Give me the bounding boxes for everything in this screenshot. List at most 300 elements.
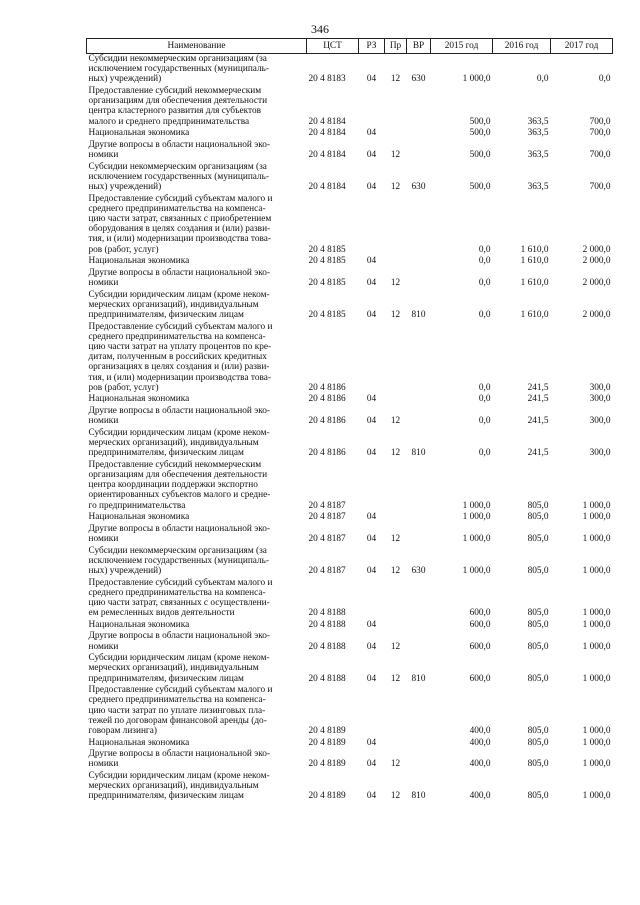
- cell-name-line: предпринимателям, физическим лицам: [88, 448, 244, 459]
- cell-name-line: цию части затрат, связанных с приобретением: [88, 214, 272, 224]
- cell-name-line: ориентированных субъектов малого и средне-: [88, 490, 271, 501]
- cell-2017: 2 000,0: [582, 310, 611, 320]
- cell-2017: 300,0: [589, 448, 611, 459]
- cell-cst: 20 4 8188: [308, 641, 346, 652]
- cell-2016: 1 610,0: [520, 244, 549, 255]
- cell-vr: [407, 268, 431, 290]
- table-row: [87, 256, 613, 268]
- cell-name-line: Субсидии юридическим лицам (кроме неком-: [88, 427, 270, 438]
- cell-name-line: ных) учреждений): [88, 74, 162, 85]
- cell-vr: [407, 685, 431, 737]
- column-header-2015: 2015 год: [431, 39, 493, 54]
- cell-pr: 12: [390, 641, 401, 652]
- cell-name-line: Национальная экономика: [88, 394, 190, 405]
- table-row: [87, 738, 613, 750]
- cell-vr: 630: [411, 566, 426, 576]
- table-row: [87, 162, 613, 194]
- table-row: [87, 631, 613, 653]
- cell-2015: 600,0: [469, 673, 491, 684]
- cell-name: [87, 546, 307, 578]
- cell-pr: [385, 256, 407, 268]
- cell-cst: 20 4 8186: [308, 382, 346, 393]
- cell-name: [87, 140, 307, 162]
- cell-2015: 400,0: [469, 726, 491, 736]
- cell-2017: 300,0: [589, 416, 611, 427]
- cell-name-line: цию части затрат на уплату процентов по кре-: [88, 342, 272, 352]
- cell-vr: [407, 620, 431, 632]
- cell-name-line: предпринимателям, физическим лицам: [88, 310, 244, 320]
- cell-name: [87, 256, 307, 268]
- cell-2017: 2 000,0: [582, 256, 611, 267]
- cell-pr: 12: [390, 534, 401, 544]
- cell-name-line: ров (работ, услуг): [88, 244, 159, 255]
- cell-cst: 20 4 8189: [308, 759, 346, 770]
- cell-name-line: Другие вопросы в области национальной эко-: [88, 749, 271, 760]
- budget-table: [86, 38, 613, 803]
- cell-name: [87, 685, 307, 737]
- cell-name-line: среднего предпринимательства на компенса-: [88, 203, 266, 214]
- column-header-vr: ВР: [407, 39, 431, 54]
- cell-rz: 04: [366, 310, 377, 320]
- cell-name-line: номики: [88, 278, 119, 288]
- cell-rz: 04: [366, 448, 377, 459]
- table-row: [87, 524, 613, 546]
- cell-2017: 700,0: [589, 182, 611, 192]
- cell-name-line: исключением государственных (муниципаль-: [88, 171, 269, 182]
- cell-name-line: Национальная экономика: [88, 512, 190, 523]
- cell-name: [87, 406, 307, 428]
- cell-2017: 700,0: [589, 116, 611, 127]
- cell-2015: 500,0: [469, 116, 491, 127]
- cell-name-line: тежей по договорам финансовой аренды (до-: [88, 715, 267, 726]
- cell-pr: 12: [390, 74, 401, 85]
- cell-2016: 805,0: [527, 566, 549, 576]
- cell-2016: 805,0: [527, 641, 549, 652]
- cell-rz: 04: [366, 128, 377, 139]
- cell-2017: 1 000,0: [582, 608, 611, 619]
- cell-2017: 1 000,0: [582, 500, 611, 511]
- cell-vr: [407, 140, 431, 162]
- cell-name-line: Другие вопросы в области национальной эко-: [88, 631, 271, 642]
- cell-name-line: среднего предпринимательства на компенса-: [88, 587, 266, 598]
- cell-pr: 12: [390, 448, 401, 459]
- cell-name-line: мерческих организаций), индивидуальным: [88, 663, 259, 674]
- cell-cst: 20 4 8184: [308, 182, 346, 192]
- cell-name-line: организациям для обеспечения деятельности: [88, 96, 268, 107]
- table-row: [87, 194, 613, 257]
- cell-cst: 20 4 8183: [308, 74, 346, 85]
- cell-pr: 12: [390, 791, 401, 802]
- table-row: [87, 394, 613, 406]
- cell-rz: 04: [366, 566, 377, 576]
- table-row: [87, 653, 613, 685]
- cell-name: [87, 194, 307, 257]
- cell-pr: 12: [390, 673, 401, 684]
- cell-cst: 20 4 8189: [308, 737, 346, 748]
- cell-vr: [407, 738, 431, 750]
- cell-vr: [407, 194, 431, 257]
- cell-cst: 20 4 8189: [308, 791, 346, 802]
- cell-2017: 1 000,0: [582, 641, 611, 652]
- cell-name-line: Предоставление субсидий некоммерческим: [88, 86, 262, 96]
- column-header-rz: РЗ: [359, 39, 385, 54]
- cell-pr: [385, 685, 407, 737]
- cell-cst: 20 4 8185: [308, 256, 346, 267]
- cell-name-line: Субсидии некоммерческим организациям (за: [88, 54, 267, 64]
- column-header-2017: 2017 год: [551, 39, 613, 54]
- cell-pr: 12: [390, 278, 401, 288]
- cell-name: [87, 653, 307, 685]
- cell-name: [87, 428, 307, 460]
- cell-name: [87, 512, 307, 524]
- cell-pr: [385, 322, 407, 395]
- cell-rz: 04: [366, 759, 377, 770]
- cell-rz: 04: [366, 737, 377, 748]
- cell-2015: 0,0: [478, 448, 491, 459]
- cell-name-line: среднего предпринимательства на компенса-: [88, 331, 266, 342]
- cell-2015: 500,0: [469, 182, 491, 192]
- cell-vr: [407, 406, 431, 428]
- cell-name: [87, 620, 307, 632]
- cell-cst: 20 4 8189: [308, 726, 346, 736]
- cell-vr: [407, 394, 431, 406]
- cell-cst: 20 4 8185: [308, 310, 346, 320]
- column-header-name: Наименование: [87, 39, 307, 54]
- cell-name-line: Другие вопросы в области национальной эко-: [88, 139, 271, 150]
- cell-name-line: цию части затрат, связанных с осуществлени-: [88, 598, 270, 608]
- cell-name-line: номики: [88, 416, 119, 427]
- cell-2016: 241,5: [527, 448, 549, 459]
- cell-pr: [385, 394, 407, 406]
- cell-name-line: Субсидии юридическим лицам (кроме неком-: [88, 770, 270, 781]
- cell-rz: 04: [366, 256, 377, 267]
- cell-name-line: исключением государственных (муниципаль-: [88, 555, 269, 566]
- cell-2015: 0,0: [478, 382, 491, 393]
- cell-rz: [359, 322, 385, 395]
- cell-rz: [359, 685, 385, 737]
- cell-name-line: организациях в целях создания и (или) разви-: [88, 362, 270, 373]
- cell-name-line: Предоставление субсидий субъектам малого и: [88, 685, 273, 696]
- cell-name-line: го предпринимательства: [88, 500, 186, 511]
- cell-2015: 0,0: [478, 278, 491, 288]
- cell-2015: 600,0: [469, 608, 491, 619]
- cell-2015: 600,0: [469, 619, 491, 630]
- cell-pr: [385, 620, 407, 632]
- cell-2016: 241,5: [527, 382, 549, 393]
- cell-2015: 0,0: [478, 310, 491, 320]
- cell-name-line: организациям для обеспечения деятельности: [88, 470, 268, 480]
- cell-2017: 1 000,0: [582, 512, 611, 523]
- cell-2015: 1 000,0: [462, 74, 491, 85]
- cell-vr: 810: [411, 448, 426, 459]
- cell-2015: 400,0: [469, 791, 491, 802]
- cell-name-line: мерческих организаций), индивидуальным: [88, 438, 259, 448]
- cell-name-line: Другие вопросы в области национальной эко-: [88, 267, 271, 278]
- cell-name: [87, 524, 307, 546]
- cell-pr: [385, 86, 407, 128]
- cell-name-line: предпринимателям, физическим лицам: [88, 673, 244, 684]
- cell-2016: 805,0: [527, 726, 549, 736]
- cell-2017: 1 000,0: [582, 759, 611, 770]
- cell-2015: 0,0: [478, 416, 491, 427]
- cell-name: [87, 128, 307, 140]
- cell-rz: [359, 578, 385, 620]
- cell-2016: 363,5: [527, 128, 549, 139]
- table-row: [87, 54, 613, 87]
- table-row: [87, 546, 613, 578]
- cell-name-line: Предоставление субсидий субъектам малого и: [88, 321, 273, 332]
- column-header-pr: Пр: [385, 39, 407, 54]
- cell-vr: 630: [411, 74, 426, 85]
- cell-cst: 20 4 8187: [308, 500, 346, 511]
- cell-name-line: номики: [88, 759, 119, 770]
- cell-2017: 1 000,0: [582, 791, 611, 802]
- cell-rz: 04: [366, 619, 377, 630]
- cell-rz: 04: [366, 641, 377, 652]
- cell-2017: 700,0: [589, 128, 611, 139]
- cell-2017: 1 000,0: [582, 737, 611, 748]
- cell-name-line: Субсидии некоммерческим организациям (за: [88, 161, 267, 172]
- cell-vr: 810: [411, 791, 426, 802]
- cell-cst: 20 4 8187: [308, 566, 346, 576]
- cell-vr: [407, 578, 431, 620]
- cell-2017: 700,0: [589, 150, 611, 160]
- table-row: [87, 578, 613, 620]
- cell-vr: [407, 524, 431, 546]
- table-row: [87, 406, 613, 428]
- cell-name-line: центра координации поддержки экспортно: [88, 480, 258, 491]
- cell-name-line: мерческих организаций), индивидуальным: [88, 781, 259, 792]
- cell-rz: 04: [366, 512, 377, 523]
- cell-name-line: ных) учреждений): [88, 182, 162, 192]
- cell-cst: 20 4 8184: [308, 150, 346, 160]
- cell-cst: 20 4 8184: [308, 116, 346, 127]
- cell-name-line: Национальная экономика: [88, 256, 190, 267]
- cell-2015: 0,0: [478, 244, 491, 255]
- cell-2015: 0,0: [478, 256, 491, 267]
- cell-name-line: Национальная экономика: [88, 737, 190, 748]
- cell-name-line: оборудования в целях создания и (или) разви-: [88, 224, 271, 235]
- column-header-cst: ЦСТ: [307, 39, 359, 54]
- cell-pr: 12: [390, 416, 401, 427]
- cell-name-line: мерческих организаций), индивидуальным: [88, 299, 259, 310]
- cell-name: [87, 460, 307, 512]
- cell-cst: 20 4 8186: [308, 416, 346, 427]
- cell-vr: 630: [411, 182, 426, 192]
- cell-pr: [385, 738, 407, 750]
- cell-2017: 0,0: [598, 74, 611, 85]
- cell-pr: 12: [390, 566, 401, 576]
- cell-vr: [407, 256, 431, 268]
- cell-vr: [407, 86, 431, 128]
- cell-pr: [385, 578, 407, 620]
- cell-name-line: предпринимателям, физическим лицам: [88, 791, 244, 802]
- table-row: [87, 771, 613, 803]
- table-row: [87, 512, 613, 524]
- cell-pr: 12: [390, 150, 401, 160]
- cell-name: [87, 54, 307, 87]
- cell-rz: 04: [366, 534, 377, 544]
- cell-2017: 300,0: [589, 394, 611, 405]
- cell-vr: [407, 460, 431, 512]
- cell-2016: 363,5: [527, 150, 549, 160]
- cell-2016: 805,0: [527, 759, 549, 770]
- cell-2016: 363,5: [527, 116, 549, 127]
- cell-2015: 1 000,0: [462, 500, 491, 511]
- cell-pr: [385, 460, 407, 512]
- cell-cst: 20 4 8184: [308, 128, 346, 139]
- cell-vr: [407, 631, 431, 653]
- cell-2015: 1 000,0: [462, 512, 491, 523]
- cell-2017: 1 000,0: [582, 619, 611, 630]
- cell-name: [87, 738, 307, 750]
- cell-name: [87, 749, 307, 771]
- cell-vr: [407, 749, 431, 771]
- cell-2016: 805,0: [527, 673, 549, 684]
- cell-2016: 805,0: [527, 512, 549, 523]
- cell-name-line: Субсидии юридическим лицам (кроме неком-: [88, 653, 270, 664]
- cell-2016: 805,0: [527, 500, 549, 511]
- cell-name: [87, 322, 307, 395]
- cell-pr: [385, 512, 407, 524]
- cell-pr: 12: [390, 759, 401, 770]
- cell-name-line: номики: [88, 150, 119, 160]
- table-row: [87, 685, 613, 737]
- table-row: [87, 620, 613, 632]
- cell-2015: 1 000,0: [462, 534, 491, 544]
- cell-2016: 363,5: [527, 182, 549, 192]
- table-header-row: [87, 39, 613, 54]
- cell-2016: 1 610,0: [520, 278, 549, 288]
- cell-name-line: ных) учреждений): [88, 566, 162, 576]
- cell-2016: 805,0: [527, 737, 549, 748]
- cell-name-line: среднего предпринимательства на компенса-: [88, 695, 266, 706]
- cell-name-line: дитам, полученным в российских кредитных: [88, 352, 267, 363]
- cell-2017: 1 000,0: [582, 726, 611, 736]
- table-row: [87, 86, 613, 128]
- cell-name-line: малого и среднего предпринимательства: [88, 116, 250, 127]
- cell-cst: 20 4 8186: [308, 448, 346, 459]
- cell-2016: 805,0: [527, 619, 549, 630]
- cell-rz: 04: [366, 673, 377, 684]
- table-body: [87, 54, 613, 803]
- cell-rz: 04: [366, 74, 377, 85]
- cell-vr: 810: [411, 673, 426, 684]
- cell-2015: 1 000,0: [462, 566, 491, 576]
- cell-rz: 04: [366, 182, 377, 192]
- cell-rz: 04: [366, 416, 377, 427]
- cell-name-line: Субсидии некоммерческим организациям (за: [88, 545, 267, 556]
- cell-2016: 805,0: [527, 791, 549, 802]
- cell-name-line: Национальная экономика: [88, 128, 190, 139]
- cell-2017: 2 000,0: [582, 278, 611, 288]
- cell-rz: 04: [366, 150, 377, 160]
- cell-name-line: центра кластерного развития для субъектов: [88, 106, 262, 117]
- page-number: 346: [311, 22, 329, 36]
- cell-name-line: номики: [88, 534, 119, 544]
- cell-2016: 241,5: [527, 394, 549, 405]
- cell-pr: 12: [390, 310, 401, 320]
- cell-pr: [385, 128, 407, 140]
- table-row: [87, 749, 613, 771]
- cell-2015: 400,0: [469, 737, 491, 748]
- cell-name: [87, 771, 307, 803]
- table-row: [87, 140, 613, 162]
- cell-2017: 1 000,0: [582, 534, 611, 544]
- cell-name-line: Предоставление субсидий субъектам малого и: [88, 577, 273, 588]
- cell-2016: 0,0: [536, 74, 549, 85]
- cell-2015: 600,0: [469, 641, 491, 652]
- cell-cst: 20 4 8188: [308, 673, 346, 684]
- cell-rz: 04: [366, 791, 377, 802]
- cell-2015: 500,0: [469, 128, 491, 139]
- table-row: [87, 290, 613, 322]
- cell-rz: [359, 86, 385, 128]
- cell-name-line: тия, и (или) модернизации производства това-: [88, 234, 271, 245]
- cell-2016: 1 610,0: [520, 256, 549, 267]
- cell-2016: 241,5: [527, 416, 549, 427]
- cell-name: [87, 631, 307, 653]
- cell-name-line: Другие вопросы в области национальной эко-: [88, 523, 271, 534]
- cell-name-line: Предоставление субсидий субъектам малого и: [88, 193, 273, 204]
- cell-2017: 1 000,0: [582, 566, 611, 576]
- cell-name-line: ем ремесленных видов деятельности: [88, 608, 235, 619]
- cell-name-line: Национальная экономика: [88, 619, 190, 630]
- cell-2017: 2 000,0: [582, 244, 611, 255]
- cell-name-line: тия, и (или) модернизации производства това-: [88, 372, 271, 383]
- cell-vr: [407, 322, 431, 395]
- cell-name: [87, 394, 307, 406]
- cell-2017: 1 000,0: [582, 673, 611, 684]
- table-row: [87, 128, 613, 140]
- cell-name-line: Предоставление субсидий некоммерческим: [88, 459, 262, 470]
- table-row: [87, 322, 613, 395]
- cell-name-line: номики: [88, 641, 119, 652]
- cell-2015: 0,0: [478, 394, 491, 405]
- cell-rz: 04: [366, 278, 377, 288]
- column-header-2016: 2016 год: [493, 39, 551, 54]
- table-row: [87, 268, 613, 290]
- cell-name-line: ров (работ, услуг): [88, 382, 159, 393]
- cell-cst: 20 4 8185: [308, 244, 346, 255]
- cell-name-line: цию части затрат по уплате лизинговых пла-: [88, 705, 266, 716]
- cell-name-line: Субсидии юридическим лицам (кроме неком-: [88, 289, 270, 300]
- cell-cst: 20 4 8187: [308, 512, 346, 523]
- cell-rz: [359, 460, 385, 512]
- cell-name-line: Другие вопросы в области национальной эко-: [88, 406, 271, 416]
- cell-2016: 805,0: [527, 608, 549, 619]
- cell-pr: [385, 194, 407, 257]
- cell-rz: 04: [366, 394, 377, 405]
- cell-name: [87, 578, 307, 620]
- table-row: [87, 428, 613, 460]
- cell-name: [87, 268, 307, 290]
- cell-2015: 500,0: [469, 150, 491, 160]
- cell-2015: 400,0: [469, 759, 491, 770]
- table-row: [87, 460, 613, 512]
- cell-2016: 805,0: [527, 534, 549, 544]
- cell-cst: 20 4 8188: [308, 608, 346, 619]
- cell-name: [87, 86, 307, 128]
- cell-name-line: исключением государственных (муниципаль-: [88, 64, 269, 75]
- cell-vr: [407, 128, 431, 140]
- cell-cst: 20 4 8188: [308, 619, 346, 630]
- cell-vr: [407, 512, 431, 524]
- cell-vr: 810: [411, 310, 426, 320]
- cell-cst: 20 4 8185: [308, 278, 346, 288]
- cell-name: [87, 162, 307, 194]
- cell-name: [87, 290, 307, 322]
